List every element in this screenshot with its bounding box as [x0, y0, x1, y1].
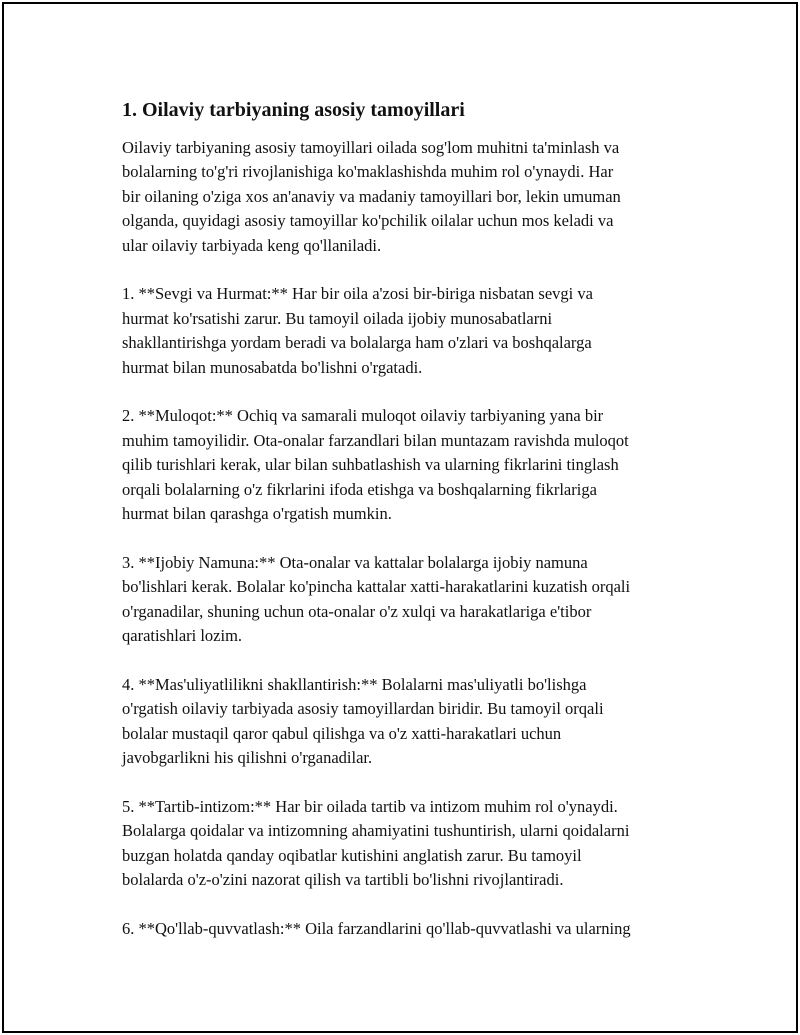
document-body	[122, 96, 702, 941]
principle-love-respect: 1. **Sevgi va Hurmat:** Har bir oila a'zosi bir-biriga nisbatan sevgi va hurmat ko'rsatishi zarur. Bu tamoyil oilada ijobiy munosabatlarni shakllantirishga yordam beradi va bolalarga ham o'zlari va boshqalarga hurmat bilan munosabatda bo'lishni o'rgatadi.	[122, 284, 593, 377]
intro-paragraph: Oilaviy tarbiyaning asosiy tamoyillari oilada sog'lom muhitni ta'minlash va bolalarning to'g'ri rivojlanishiga ko'maklashishda muhim rol o'ynaydi. Har bir oilaning o'ziga xos an'anaviy va madaniy tamoyillari bor, lekin umuman olganda, quyidagi asosiy tamoyillar ko'pchilik oilalar uchun mos keladi va ular oilaviy tarbiyada keng qo'llaniladi.	[122, 138, 621, 255]
principle-positive-example: 3. **Ijobiy Namuna:** Ota-onalar va kattalar bolalarga ijobiy namuna bo'lishlari kerak. Bolalar ko'pincha kattalar xatti-harakatlarini kuzatish orqali o'rganadilar, shuning uchun ota-onalar o'z xulqi va harakatlariga e'tibor qaratishlari lozim.	[122, 552, 631, 646]
document-title: 1. Oilaviy tarbiyaning asosiy tamoyillari	[122, 99, 465, 121]
principle-support: 6. **Qo'llab-quvvatlash:** Oila farzandlarini qo'llab-quvvatlashi va ularning	[122, 918, 631, 938]
principle-communication: 2. **Muloqot:** Ochiq va samarali muloqot oilaviy tarbiyaning yana bir muhim tamoyilidir. Ota-onalar farzandlari bilan muntazam ravishda muloqot qilib turishlari kerak, ular bilan suhbatlashish va ularning fikrlarini tinglash orqali bolalarning o'z fikrlarini ifoda etishga va boshqalarning fikrlariga hurmat bilan qarashga o'rgatish mumkin.	[122, 406, 629, 524]
page-frame	[2, 2, 798, 1033]
principle-discipline: 5. **Tartib-intizom:** Har bir oilada tartib va intizom muhim rol o'ynaydi. Bolalarga qoidalar va intizomning ahamiyatini tushuntirish, ularni qoidalarni buzgan holatda qanday oqibatlar kutishini anglatish zarur. Bu tamoyil bolalarda o'z-o'zini nazorat qilish va tartibli bo'lishni rivojlantiradi.	[122, 796, 630, 890]
principle-responsibility: 4. **Mas'uliyatlilikni shakllantirish:** Bolalarni mas'uliyatli bo'lishga o'rgatish oilaviy tarbiyada asosiy tamoyillardan biridir. Bu tamoyil orqali bolalar mustaqil qaror qabul qilishga va o'z xatti-harakatlari uchun javobgarlikni his qilishni o'rganadilar.	[122, 674, 604, 768]
